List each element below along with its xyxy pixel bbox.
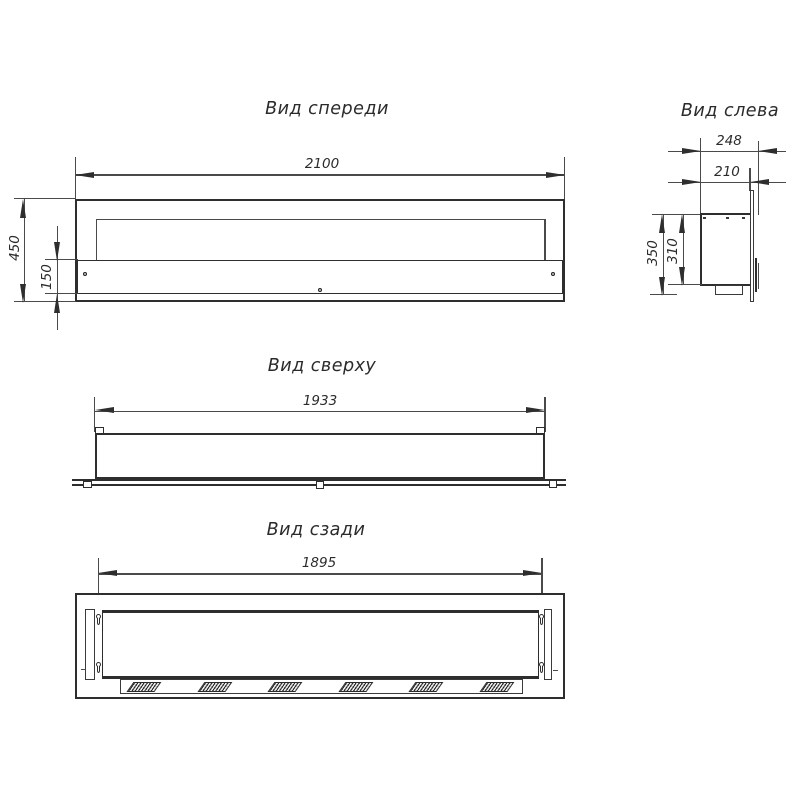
screw-dot xyxy=(551,272,555,276)
technical-drawing-canvas: Вид спереди 2100 450 150 Вид слева 248 210 350 310 Вид сверху 1933 Вид сзади 1895 xyxy=(0,0,800,800)
dim-line xyxy=(95,411,546,412)
side-bracket-bar xyxy=(758,263,760,289)
dim-arrow xyxy=(659,214,665,233)
dim-arrow xyxy=(679,214,685,233)
screw-mark xyxy=(742,217,745,220)
dim-arrow xyxy=(20,199,26,218)
dim-arrow xyxy=(20,284,26,303)
dim-arrow xyxy=(98,570,117,576)
dim-arrow xyxy=(750,179,769,185)
mount-lug xyxy=(316,481,324,489)
dim-extension-line xyxy=(75,157,76,199)
keyhole-slot xyxy=(538,662,545,674)
dim-width-label: 2100 xyxy=(304,156,340,172)
dim-extension-line xyxy=(45,293,78,294)
side-top-face xyxy=(700,213,751,215)
dim-extension-line xyxy=(564,157,565,199)
screw-dot xyxy=(318,288,322,292)
dim-width-label: 1895 xyxy=(301,555,337,571)
dim-arrow xyxy=(526,407,545,413)
rear-view-title: Вид сзади xyxy=(266,520,366,540)
bracket-tick xyxy=(553,670,559,671)
screw-mark xyxy=(726,217,729,220)
vent-grille xyxy=(338,682,373,692)
dim-arrow xyxy=(523,570,542,576)
bracket-tick xyxy=(81,669,86,670)
keyhole-slot xyxy=(95,614,102,626)
dim-arrow xyxy=(679,267,685,286)
side-front-face xyxy=(700,213,702,285)
vent-strip xyxy=(120,679,523,694)
side-bottom-ledge xyxy=(715,285,744,295)
dim-width-label: 1933 xyxy=(302,393,338,409)
dim-arrow xyxy=(682,179,701,185)
dim-arrow xyxy=(659,277,665,296)
vent-grille xyxy=(197,682,232,692)
dim-arrow xyxy=(54,242,60,261)
mount-lug xyxy=(549,480,557,488)
screw-mark xyxy=(703,217,706,220)
dim-line xyxy=(75,174,564,175)
rear-back-panel xyxy=(102,610,539,679)
left-view-title: Вид слева xyxy=(680,101,780,121)
dim-arrow xyxy=(758,148,777,154)
mount-lug xyxy=(83,481,92,489)
dim-arrow xyxy=(95,407,114,413)
top-body-outline xyxy=(95,433,546,479)
dim-arrow xyxy=(546,172,565,178)
dim-extension-line xyxy=(45,259,78,260)
dim-arrow xyxy=(54,294,60,313)
front-opening-top-edge xyxy=(96,219,545,220)
front-opening-right-edge xyxy=(544,219,545,260)
dim-line xyxy=(98,573,541,574)
rear-bracket-strip-left xyxy=(85,609,94,680)
rear-bracket-strip-right xyxy=(544,609,552,680)
front-opening-left-edge xyxy=(96,219,97,260)
dim-arrow xyxy=(75,172,94,178)
screw-dot xyxy=(83,272,87,276)
keyhole-slot xyxy=(538,614,545,626)
top-view-title: Вид сверху xyxy=(267,356,377,376)
front-view-title: Вид спереди xyxy=(265,99,389,119)
dim-depth-total-label: 248 xyxy=(716,133,742,149)
side-wall-plate xyxy=(750,190,755,302)
dim-arrow xyxy=(682,148,701,154)
dim-depth-body-label: 210 xyxy=(714,164,740,180)
vent-grille xyxy=(479,682,514,692)
keyhole-slot xyxy=(95,662,102,674)
